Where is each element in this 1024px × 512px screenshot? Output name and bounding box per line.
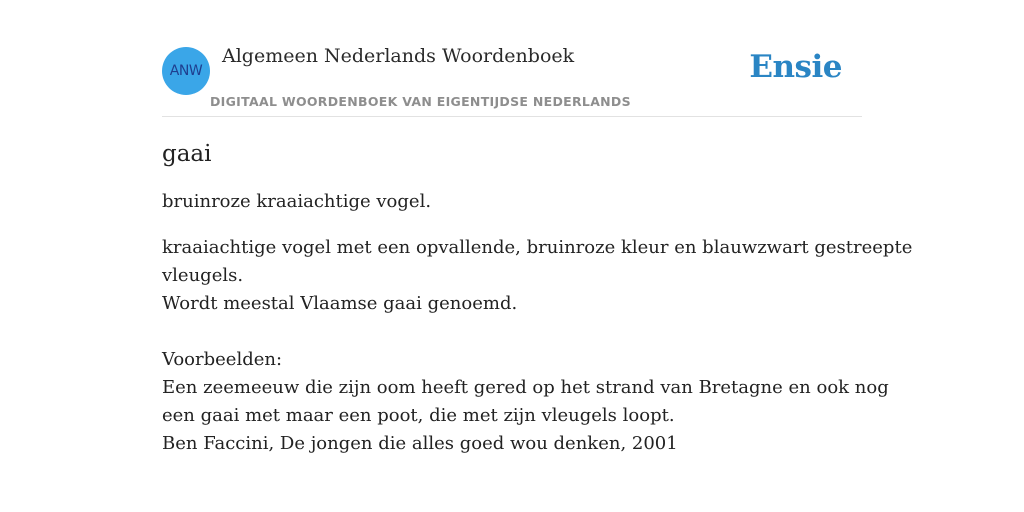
definition-line: kraaiachtige vogel met een opvallende, bruinroze kleur en blauwzwart gestreepte [162,237,913,258]
example-source: Ben Faccini, De jongen die alles goed wou denken, 2001 [162,433,678,454]
site-title[interactable]: Algemeen Nederlands Woordenboek [222,45,575,67]
site-header [162,40,862,117]
entry-term: gaai [162,141,212,167]
example-line: een gaai met maar een poot, die met zijn vleugels loopt. [162,405,675,426]
ensie-brand-logo[interactable]: Ensie [749,49,842,85]
definition-line: vleugels. [162,265,244,286]
examples-label: Voorbeelden: [162,349,283,370]
short-definition: bruinroze kraaiachtige vogel. [162,191,432,212]
definition-line: Wordt meestal Vlaamse gaai genoemd. [162,293,518,314]
site-tagline: DIGITAAL WOORDENBOEK VAN EIGENTIJDSE NEDERLANDS [210,94,631,109]
logo-text: ANW [169,63,203,79]
long-definition [162,234,913,458]
spacer [162,318,862,346]
anw-logo[interactable] [162,47,210,95]
example-line: Een zeemeeuw die zijn oom heeft gered op het strand van Bretagne en ook nog [162,377,889,398]
entry-content [162,136,913,458]
